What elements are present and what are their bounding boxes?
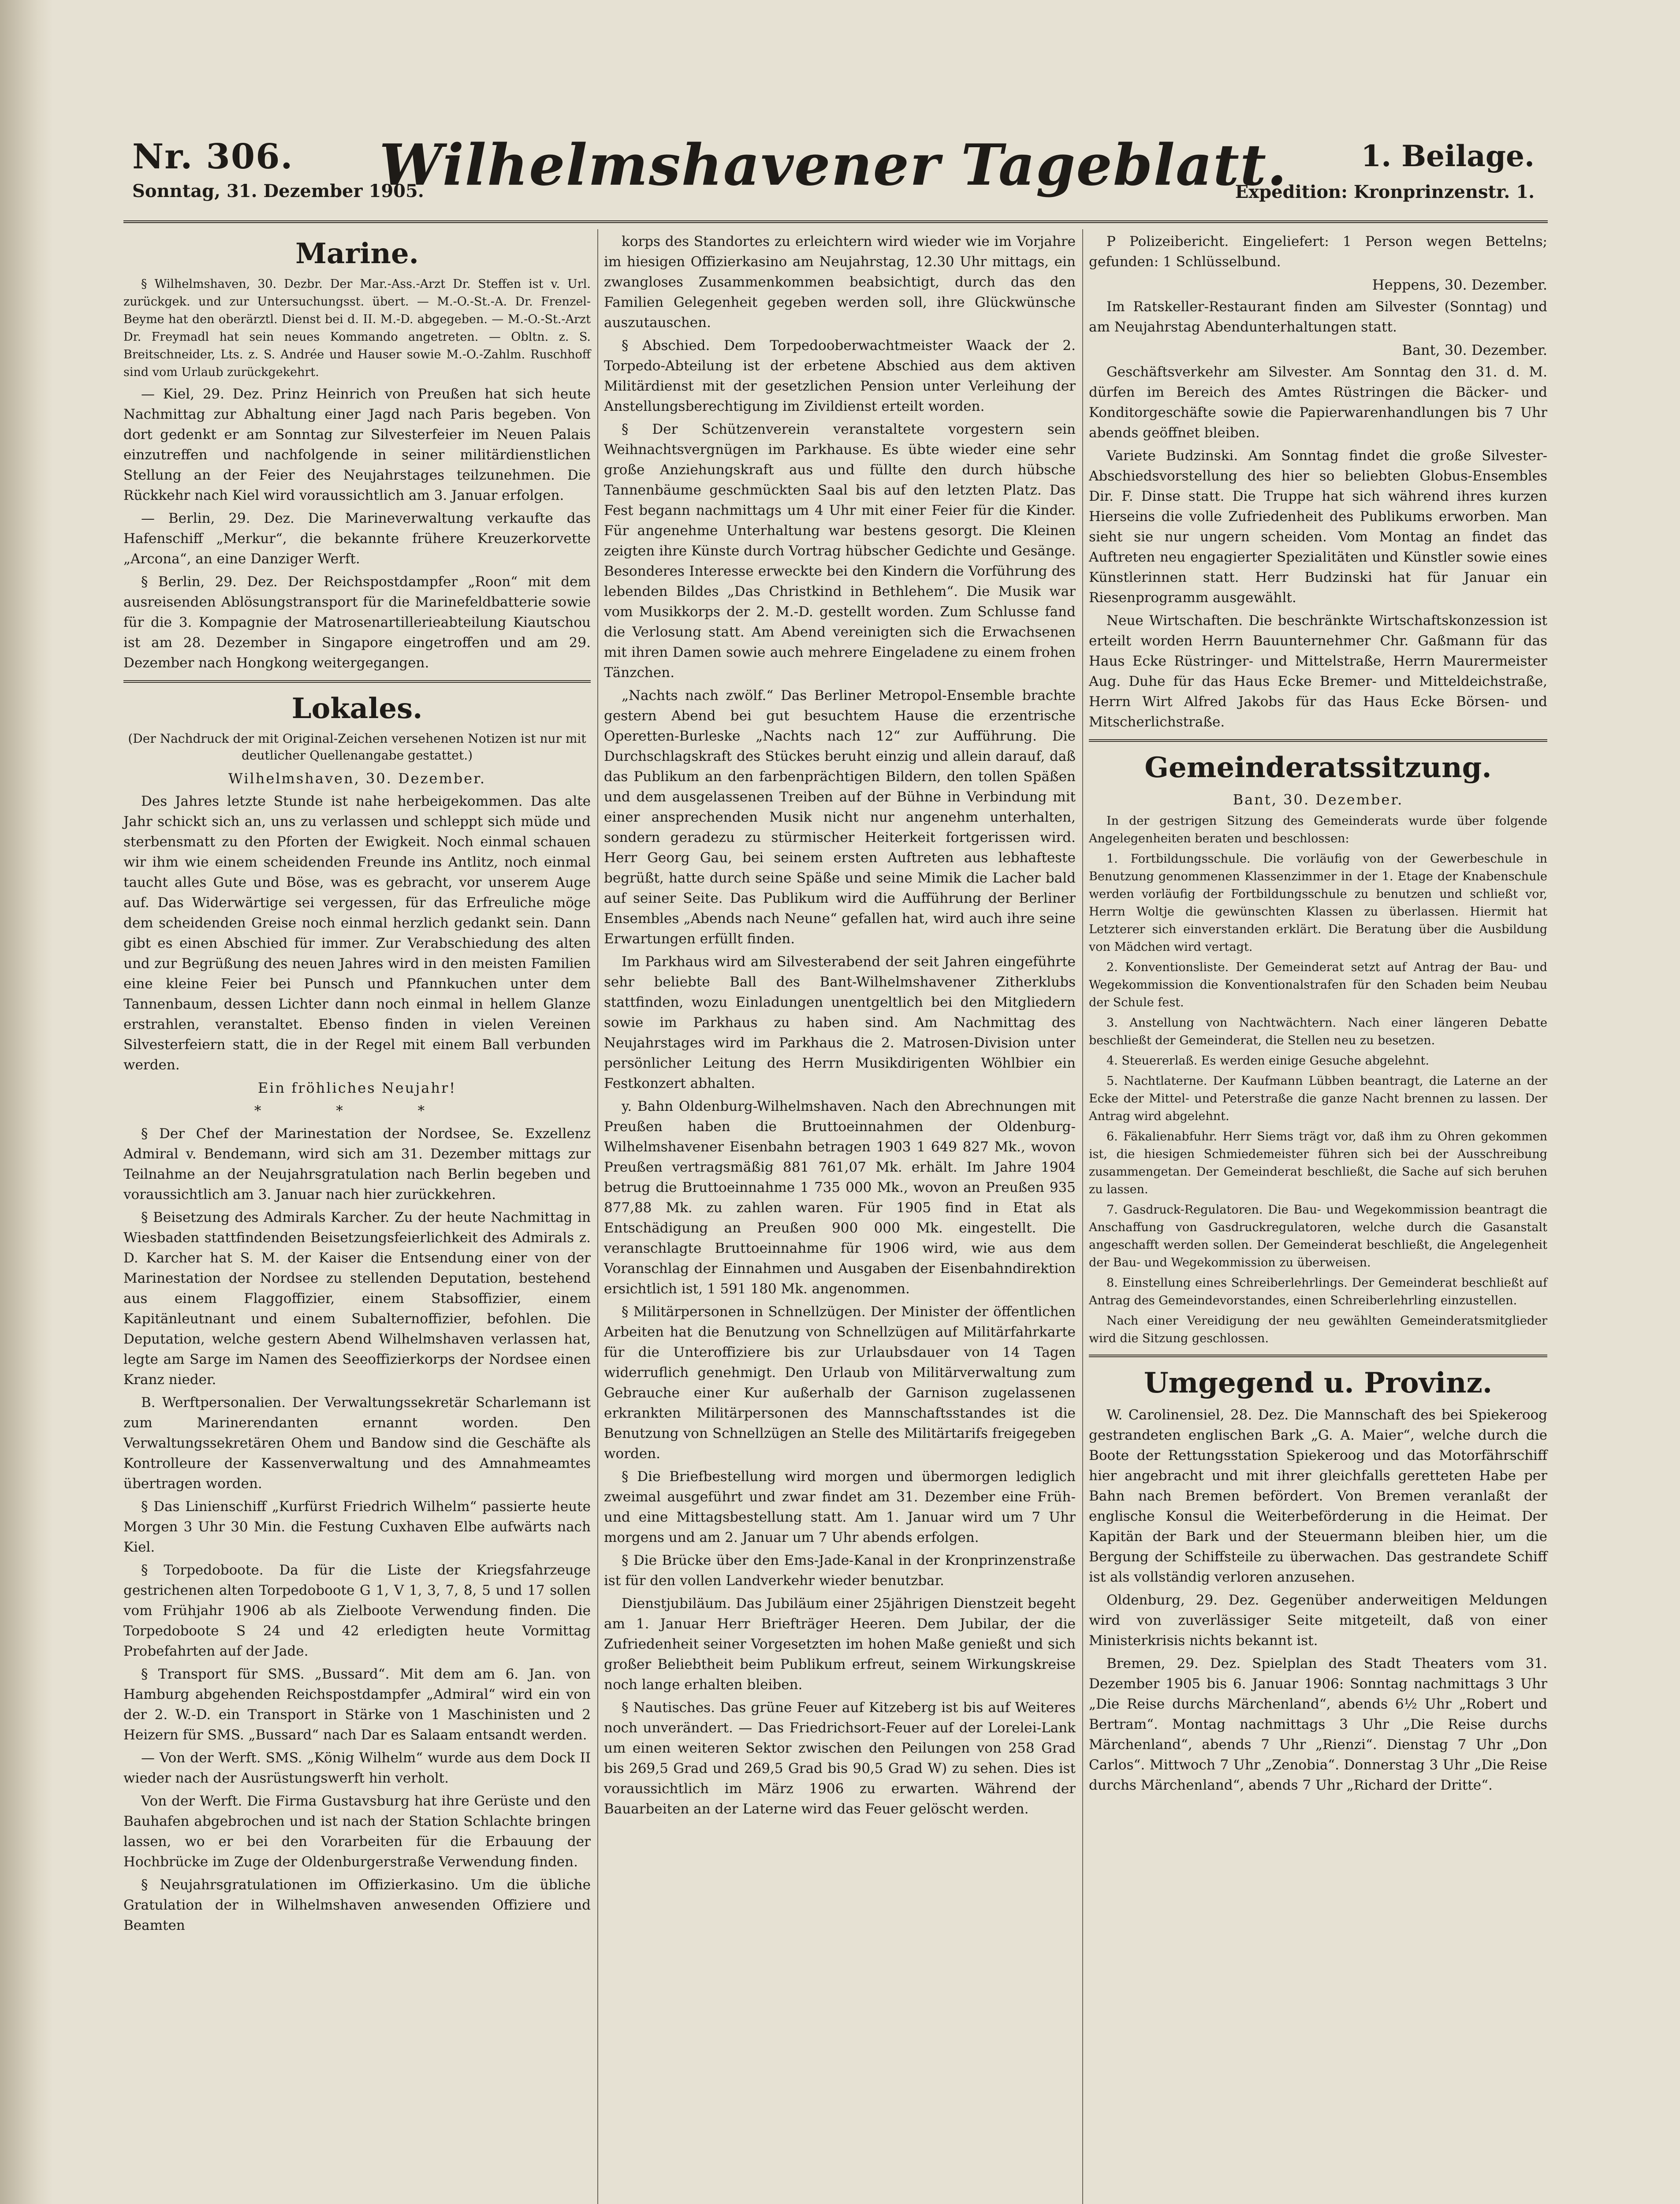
article-paragraph: § Wilhelmshaven, 30. Dezbr. Der Mar.-Ass.-Arzt Dr. Steffen ist v. Url. zurückgek. und zur Untersuchungsst. übert. — M.-O.-St.-A. Dr. Frenzel-Beyme hat den oberärztl. Dienst bei d. II. M.-D. abgegeben. — M.-O.-St.-Arzt Dr. Freymadl hat sein neues Kommando angetreten. — Obltn. z. S. Breitschneider, Lts. z. S. Andrée und Hauser sowie M.-O.-Zahlm. Ruschhoff sind vom Urlaub zurückgekehrt. bbox=[123, 277, 591, 379]
expedition-address: Expedition: Kronprinzenstr. 1. bbox=[1235, 182, 1535, 202]
article-paragraph: — Berlin, 29. Dez. Die Marineverwaltung verkaufte das Hafenschiff „Merkur“, die bekannte frühere Kreuzerkorvette „Arcona“, an eine Danziger Werft. bbox=[123, 510, 591, 567]
reprint-note: (Der Nachdruck der mit Original-Zeichen versehenen Notizen ist nur mit deutlicher Quellenangabe gestattet.) bbox=[128, 731, 586, 763]
article-paragraph: Des Jahres letzte Stunde ist nahe herbeigekommen. Das alte Jahr schickt sich an, uns zu verlassen und schleppt sich müde und sterbensmatt zu den Pforten der Ewigkeit. Noch einmal schauen wir ihm wie einem scheidenden Freunde ins Antlitz, noch einmal taucht alles Gute und Böse, was es gebracht, vor unserem Auge auf. Das Widerwärtige sei vergessen, für das Erfreuliche möge dem scheidenden Greise noch einmal herzlich gedankt sein. Dann gibt es einen Abschied für immer. Zur Verabschiedung des alten und zur Begrüßung des neuen Jahres wird in den meisten Familien eine kleine Feier bei Punsch und Pfannkuchen unter dem Tannenbaum, dessen Lichter dann noch einmal in hellem Glanze erstrahlen, veranstaltet. Ebenso finden in vielen Vereinen Silvesterfeiern statt, die in der Regel mit einem Ball verbunden werden. bbox=[123, 793, 591, 1073]
new-year-greeting: Ein fröhliches Neujahr! bbox=[257, 1080, 457, 1096]
section-rule bbox=[1089, 1355, 1547, 1357]
article-paragraph: 1. Fortbildungsschule. Die vorläufig von der Gewerbeschule in Benutzung genommenen Klassenzimmer in der 1. Etage der Knabenschule werden vorläufig der Fortbildungsschule zu benutzen und schließt vor, Herrn Woltje die gewünschten Klassen zu überlassen. Hiermit hat Letzterer sich einverstanden erklärt. Die Beratung über die Ausbildung von Mädchen wird vertagt. bbox=[1089, 852, 1547, 954]
supplement-label: 1. Beilage. bbox=[1361, 139, 1535, 173]
article-paragraph: B. Werftpersonalien. Der Verwaltungssekretär Scharlemann ist zum Marinerendanten ernannt worden. Den Verwaltungssekretären Ohem und Bandow sind die Geschäfte als Kontrolleure der Kassenverwaltung und des Amnahmeamtes übertragen worden. bbox=[123, 1395, 591, 1492]
article-paragraph: § Der Schützenverein veranstaltete vorgestern sein Weihnachtsvergnügen im Parkhause. Es übte wieder eine sehr große Anziehungskraft aus und füllte den durch hübsche Tannenbäume geschmückten Saal bis auf den letzten Platz. Das Fest begann nachmittags um 4 Uhr mit einer Feier für die Kinder. Für angenehme Unterhaltung war bestens gesorgt. Die Kleinen zeigten ihre Künste durch Vortrag hübscher Gedichte und Gesänge. Besonderes Interesse erweckte bei den Kindern die Vorführung des lebenden Bildes „Das Christkind in Bethlehem“. Die Musik war vom Musikkorps der 2. M.-D. gestellt worden. Zum Schlusse fand die Verlosung statt. Am Abend vereinigten sich die Erwachsenen mit ihren Damen sowie auch mehrere Eingeladene zu einem frohen Tänzchen. bbox=[604, 421, 1076, 681]
article-paragraph: § Transport für SMS. „Bussard“. Mit dem am 6. Jan. von Hamburg abgehenden Reichspostdampfer „Admiral“ wird ein von der 2. W.-D. ein Transport in Stärke von 1 Maschinisten und 2 Heizern für SMS. „Bussard“ nach Dar es Salaam entsandt werden. bbox=[123, 1666, 591, 1743]
article-paragraph: § Torpedoboote. Da für die Liste der Kriegsfahrzeuge gestrichenen alten Torpedoboote G 1, V 1, 3, 7, 8, 5 und 17 sollen vom Frühjahr 1906 ab als Zielboote Verwendung finden. Die Torpedoboote S 24 und 42 erledigten heute Vormittag Probefahrten auf der Jade. bbox=[123, 1562, 591, 1659]
section-heading-lokales: Lokales. bbox=[291, 692, 423, 725]
article-paragraph: W. Carolinensiel, 28. Dez. Die Mannschaft des bei Spiekeroog gestrandeten englischen Bark „G. A. Maier“, welche durch die Boote der Rettungsstation Spiekeroog und das Motorfährschiff hier angebracht und mit ihrer gleichfalls geretteten Habe per Bahn nach Bremen befördert. Von Bremen veranlaßt der englische Konsul die Weiterbeförderung in die Heimat. Der Kapitän der Bark und der Steuermann bleiben hier, um die Bergung der Schiffsteile zu überwachen. Das gestrandete Schiff ist als vollständig verloren anzusehen. bbox=[1089, 1407, 1547, 1585]
dateline: Bant, 30. Dezember. bbox=[1233, 791, 1404, 808]
article-paragraph: Im Parkhaus wird am Silvesterabend der seit Jahren eingeführte sehr beliebte Ball des Bant-Wilhelmshavener Zitherklubs stattfinden, wozu Einladungen unentgeltlich bei den Mitgliedern sowie im Parkhaus zu haben sind. Am Nachmittag des Neujahrstages wird im Parkhaus die 2. Matrosen-Division unter persönlicher Leitung des Herrn Musikdirigenten Wöhlbier ein Festkonzert abhalten. bbox=[604, 954, 1076, 1091]
column-3 bbox=[1089, 231, 1547, 1798]
column-1 bbox=[123, 231, 591, 1938]
section-heading-gemeinderat: Gemeinderatssitzung. bbox=[1144, 751, 1492, 784]
column-divider bbox=[597, 229, 598, 2204]
issue-number: Nr. 306. bbox=[132, 137, 294, 177]
article-paragraph: § Das Linienschiff „Kurfürst Friedrich Wilhelm“ passierte heute Morgen 3 Uhr 30 Min. die Festung Cuxhaven Elbe aufwärts nach Kiel. bbox=[123, 1499, 591, 1555]
article-paragraph: § Nautisches. Das grüne Feuer auf Kitzeberg ist bis auf Weiteres noch unverändert. — Das Friedrichsort-Feuer auf der Lorelei-Lank um einen weiteren Sektor zwischen den Peilungen von 258 Grad bis 269,5 Grad und 269,5 Grad bis 90,5 Grad W) zu sehen. Dies ist voraussichtlich im März 1906 zu erwarten. Während der Bauarbeiten an der Laterne wird das Feuer gelöscht werden. bbox=[604, 1700, 1076, 1817]
article-paragraph: Neue Wirtschaften. Die beschränkte Wirtschaftskonzession ist erteilt worden Herrn Bauunternehmer Chr. Gaßmann für das Haus Ecke Rüstringer- und Mittelstraße, Herrn Maurermeister Aug. Duhe für das Haus Ecke Bremer- und Mitteldeichstraße, Herrn Wirt Alfred Jakobs für das Haus Ecke Börsen- und Mitscherlichstraße. bbox=[1089, 613, 1547, 730]
article-paragraph: 7. Gasdruck-Regulatoren. Die Bau- und Wegekommission beantragt die Anschaffung von Gasdruckregulatoren, welche durch die Gasanstalt angeschafft werden sollen. Der Gemeinderat beschließt, die Angelegenheit der Bau- und Wegekommission zu überweisen. bbox=[1089, 1203, 1547, 1270]
page-spine-shadow bbox=[0, 0, 53, 2204]
article-paragraph: § Der Chef der Marinestation der Nordsee, Se. Exzellenz Admiral v. Bendemann, wird sich am 31. Dezember mittags zur Teilnahme an der Neujahrsgratulation nach Berlin begeben und voraussichtlich am 3. Januar nach hier zurückkehren. bbox=[123, 1126, 591, 1203]
column-2 bbox=[604, 231, 1076, 1822]
article-paragraph: Bremen, 29. Dez. Spielplan des Stadt Theaters vom 31. Dezember 1905 bis 6. Januar 1906: Sonntag nachmittags 3 Uhr „Die Reise durchs Märchenland“, abends 6½ Uhr „Robert und Bertram“. Montag nachmittags 3 Uhr „Die Reise durchs Märchenland“, abends 7 Uhr „Rienzi“. Dienstag 7 Uhr „Don Carlos“. Mittwoch 7 Uhr „Zenobia“. Donnerstag 3 Uhr „Die Reise durchs Märchenland“, abends 7 Uhr „Richard der Dritte“. bbox=[1089, 1656, 1547, 1793]
masthead bbox=[132, 132, 1535, 207]
newspaper-title: Wilhelmshavener Tageblatt. bbox=[379, 132, 1288, 198]
dateline: Bant, 30. Dezember. bbox=[1402, 342, 1547, 358]
article-paragraph: 2. Konventionsliste. Der Gemeinderat setzt auf Antrag der Bau- und Wegekommission die Konventionalstrafen für den Schaden beim Neubau der Schule fest. bbox=[1089, 961, 1547, 1009]
article-paragraph: In der gestrigen Sitzung des Gemeinderats wurde über folgende Angelegenheiten beraten und beschlossen: bbox=[1089, 814, 1547, 845]
section-heading-marine: Marine. bbox=[295, 237, 419, 270]
section-heading-umgegend: Umgegend u. Provinz. bbox=[1144, 1366, 1493, 1400]
article-paragraph: Variete Budzinski. Am Sonntag findet die große Silvester-Abschiedsvorstellung des hier so beliebten Globus-Ensembles Dir. F. Dinse statt. Die Truppe hat sich während ihres kurzen Hierseins die volle Zufriedenheit des Publikums erworben. Man sieht sie nur ungern scheiden. Vom Montag an findet das Auftreten neu engagierter Spezialitäten und Künstler sowie eines Künstlerinnen statt. Herr Budzinski hat für Januar ein Riesenprogramm ausgewählt. bbox=[1089, 448, 1547, 606]
article-paragraph: P Polizeibericht. Eingeliefert: 1 Person wegen Bettelns; gefunden: 1 Schlüsselbund. bbox=[1089, 234, 1547, 270]
dateline: Wilhelmshaven, 30. Dezember. bbox=[228, 770, 486, 787]
article-paragraph: § Beisetzung des Admirals Karcher. Zu der heute Nachmittag in Wiesbaden stattfindenden Beisetzungsfeierlichkeit des Admirals z. D. Karcher hat S. M. der Kaiser die Entsendung einer von der Marinestation der Nordsee zu stellenden Deputation, bestehend aus einem Flaggoffizier, einem Stabsoffizier, einem Kapitänleutnant und einem Subalternoffizier, befohlen. Die Deputation, welche gestern Abend Wilhelmshaven verlassen hat, legte am Sarge im Namen des Seeoffizierkorps der Nordsee einen Kranz nieder. bbox=[123, 1210, 591, 1388]
article-paragraph: § Die Briefbestellung wird morgen und übermorgen lediglich zweimal ausgeführt und zwar findet am 31. Dezember eine Früh- und eine Mittagsbestellung statt. Am 1. Januar wird um 7 Uhr morgens und am 2. Januar um 7 Uhr abends erfolgen. bbox=[604, 1469, 1076, 1545]
issue-date: Sonntag, 31. Dezember 1905. bbox=[132, 181, 424, 201]
section-rule bbox=[1089, 739, 1547, 742]
article-paragraph: 3. Anstellung von Nachtwächtern. Nach einer längeren Debatte beschließt der Gemeinderat, die Stellen neu zu besetzen. bbox=[1089, 1016, 1547, 1047]
article-paragraph: § Militärpersonen in Schnellzügen. Der Minister der öffentlichen Arbeiten hat die Benutzung von Schnellzügen auf Militärfahrkarte für die Unteroffiziere bis zur Urlaubsdauer von 14 Tagen widerruflich genehmigt. Den Urlaub von Militärverwaltung zum Gebrauche einer Kur außerhalb der Garnison zugelassenen erkrankten Militärpersonen des Mannschaftsstandes ist die Benutzung von Schnellzügen an Stelle des Militärtarifs freigegeben worden. bbox=[604, 1304, 1076, 1462]
article-paragraph: § Die Brücke über den Ems-Jade-Kanal in der Kronprinzenstraße ist für den vollen Landverkehr wieder benutzbar. bbox=[604, 1552, 1076, 1589]
masthead-rule bbox=[123, 220, 1548, 223]
article-paragraph: Von der Werft. Die Firma Gustavsburg hat ihre Gerüste und den Bauhafen abgebrochen und ist nach der Station Schlachte bringen lassen, wo er bei den Vorarbeiten für die Erbauung der Hochbrücke im Zuge der Oldenburgerstraße Verwendung finden. bbox=[123, 1793, 591, 1870]
article-paragraph: Dienstjubiläum. Das Jubiläum einer 25jährigen Dienstzeit begeht am 1. Januar Herr Briefträger Heeren. Dem Jubilar, der die Zufriedenheit seiner Vorgesetzten im hohen Maße genießt und sich großer Beliebtheit beim Publikum erfreut, seinem Wirkungskreise noch lange erhalten bleiben. bbox=[604, 1596, 1076, 1693]
separator-stars: * * * bbox=[254, 1103, 460, 1119]
article-paragraph: 8. Einstellung eines Schreiberlehrlings. Der Gemeinderat beschließt auf Antrag des Gemeindevorstandes, einen Schreiberlehrling einzustellen. bbox=[1089, 1276, 1547, 1307]
column-divider bbox=[1082, 229, 1083, 2204]
article-paragraph: Oldenburg, 29. Dez. Gegenüber anderweitigen Meldungen wird von zuverlässiger Seite mitgeteilt, daß von einer Ministerkrisis nichts bekannt ist. bbox=[1089, 1592, 1547, 1649]
article-paragraph: 5. Nachtlaterne. Der Kaufmann Lübben beantragt, die Laterne an der Ecke der Mittel- und Peterstraße die ganze Nacht brennen zu lassen. Der Antrag wird abgelehnt. bbox=[1089, 1074, 1547, 1123]
article-paragraph: 6. Fäkalienabfuhr. Herr Siems trägt vor, daß ihm zu Ohren gekommen ist, die hiesigen Schmiedemeister führen sich bei der Ausschreibung zusammengetan. Der Gemeinderat beschließt, die Sache auf sich beruhen zu lassen. bbox=[1089, 1130, 1547, 1196]
article-paragraph: — Kiel, 29. Dez. Prinz Heinrich von Preußen hat sich heute Nachmittag zur Abhaltung einer Jagd nach Paris begeben. Von dort gedenkt er am Sonntag zur Silvesterfeier im Neuen Palais einzutreffen und nachfolgende in seiner militärdienstlichen Stellung an der Feier des Neujahrstages teilzunehmen. Die Rückkehr nach Kiel wird voraussichtlich am 3. Januar erfolgen. bbox=[123, 386, 591, 503]
article-paragraph: Nach einer Vereidigung der neu gewählten Gemeinderatsmitglieder wird die Sitzung geschlossen. bbox=[1089, 1314, 1547, 1345]
dateline: Heppens, 30. Dezember. bbox=[1372, 276, 1547, 293]
article-paragraph: korps des Standortes zu erleichtern wird wieder wie im Vorjahre im hiesigen Offizierkasino am Neujahrstag, 12.30 Uhr mittags, ein zwangloses Zusammenkommen beabsichtigt, durch das den Familien Gelegenheit gegeben werden soll, ihre Glückwünsche auszutauschen. bbox=[604, 234, 1076, 331]
article-paragraph: „Nachts nach zwölf.“ Das Berliner Metropol-Ensemble brachte gestern Abend bei gut besuchtem Hause die erzentrische Operetten-Burleske „Nachts nach 12“ zur Aufführung. Die Durchschlagskraft des Stückes beruht einzig und allein darauf, daß das Publikum an den farbenprächtigen Bildern, den tollen Späßen und dem ausgelassenen Treiben auf der Bühne in Verbindung mit einer ansprechenden Musik nicht nur angenehm unterhalten, sondern geradezu zu stürmischer Heiterkeit fortgerissen wird. Herr Georg Gau, bei seinem ersten Auftreten aus lebhafteste begrüßt, hatte durch seine Späße und seine Mimik die Lacher bald auf seiner Seite. Das Publikum wird die Aufführung der Berliner Ensembles „Abends nach Neune“ gefallen hat, wird auch ihre seine Erwartungen erfüllt finden. bbox=[604, 688, 1076, 947]
article-paragraph: y. Bahn Oldenburg-Wilhelmshaven. Nach den Abrechnungen mit Preußen haben die Bruttoeinnahmen der Oldenburg-Wilhelmshavener Eisenbahn betragen 1903 1 649 827 Mk., wovon Preußen vertragsmäßig 881 761,07 Mk. erhält. Im Jahre 1904 betrug die Bruttoeinnahme 1 735 000 Mk., wovon an Preußen 935 877,88 Mk. zu zahlen waren. Für 1905 find in Etat als Entschädigung an Preußen 900 000 Mk. eingestellt. Die veranschlagte Bruttoeinnahme für 1906 wird, wie aus dem Voranschlag der Einnahmen und Ausgaben der Eisenbahndirektion ersichtlich ist, 1 591 180 Mk. angenommen. bbox=[604, 1098, 1076, 1297]
article-paragraph: § Abschied. Dem Torpedooberwachtmeister Waack der 2. Torpedo-Abteilung ist der erbetene Abschied aus dem aktiven Militärdienst mit der gesetzlichen Pension unter Verleihung der Anstellungsberechtigung im Zivildienst erteilt worden. bbox=[604, 338, 1076, 414]
article-paragraph: — Von der Werft. SMS. „König Wilhelm“ wurde aus dem Dock II wieder nach der Ausrüstungswerft hin verholt. bbox=[123, 1750, 591, 1786]
article-paragraph: Geschäftsverkehr am Silvester. Am Sonntag den 31. d. M. dürfen im Bereich des Amtes Rüstringen die Bäcker- und Konditorgeschäfte sowie die Papierwarenhandlungen bis 7 Uhr abends geöffnet bleiben. bbox=[1089, 364, 1547, 441]
article-paragraph: Im Ratskeller-Restaurant finden am Silvester (Sonntag) und am Neujahrstag Abendunterhaltungen statt. bbox=[1089, 299, 1547, 335]
section-rule bbox=[123, 680, 591, 683]
article-paragraph: § Berlin, 29. Dez. Der Reichspostdampfer „Roon“ mit dem ausreisenden Ablösungstransport für die Marinefeldbatterie sowie für die 3. Kompagnie der Matrosenartillerieabteilung Kiautschou ist am 28. Dezember in Singapore eingetroffen und am 29. Dezember nach Hongkong weitergegangen. bbox=[123, 574, 591, 671]
article-paragraph: 4. Steuererlaß. Es werden einige Gesuche abgelehnt. bbox=[1106, 1054, 1429, 1068]
article-paragraph: § Neujahrsgratulationen im Offizierkasino. Um die übliche Gratulation der in Wilhelmshaven anwesenden Offiziere und Beamten bbox=[123, 1877, 591, 1933]
